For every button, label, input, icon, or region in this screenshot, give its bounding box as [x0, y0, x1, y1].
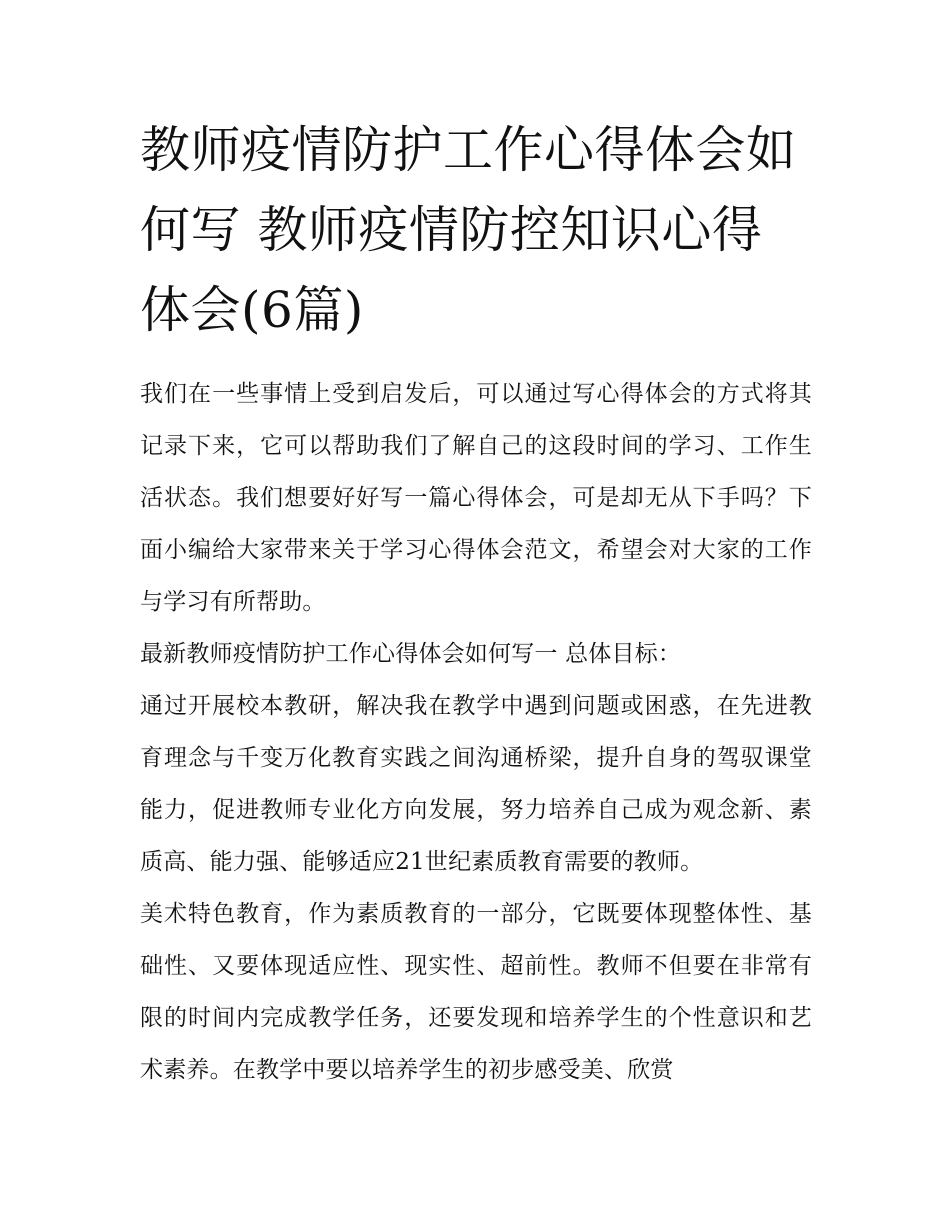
paragraph-section-heading: 最新教师疫情防护工作心得体会如何写一 总体目标： — [140, 641, 682, 667]
paragraph-intro: 我们在一些事情上受到启发后，可以通过写心得体会的方式将其记录下来，它可以帮助我们了解自己的这段时间的学习、工作生活状态。我们想要好好写一篇心得体会，可是却无从下手吗？下面小编给大家带来关于学习心得体会范文，希望会对大家的工作与学习有所帮助。 — [140, 381, 812, 615]
paragraph-art-education: 美术特色教育，作为素质教育的一部分，它既要体现整体性、基础性、又要体现适应性、现实性、超前性。教师不但要在非常有限的时间内完成教学任务，还要发现和培养学生的个性意识和艺术素养。在教学中要以培养学生的初步感受美、欣赏 — [140, 901, 812, 1083]
document-body — [140, 110, 812, 1096]
paragraph-goals: 通过开展校本教研，解决我在教学中遇到问题或困惑，在先进教育理念与千变万化教育实践之间沟通桥梁，提升自身的驾驭课堂能力，促进教师专业化方向发展，努力培养自己成为观念新、素质高、能力强、能够适应21世纪素质教育需要的教师。 — [140, 693, 812, 875]
document-title: 教师疫情防护工作心得体会如何写 教师疫情防控知识心得体会(6篇) — [140, 121, 797, 339]
